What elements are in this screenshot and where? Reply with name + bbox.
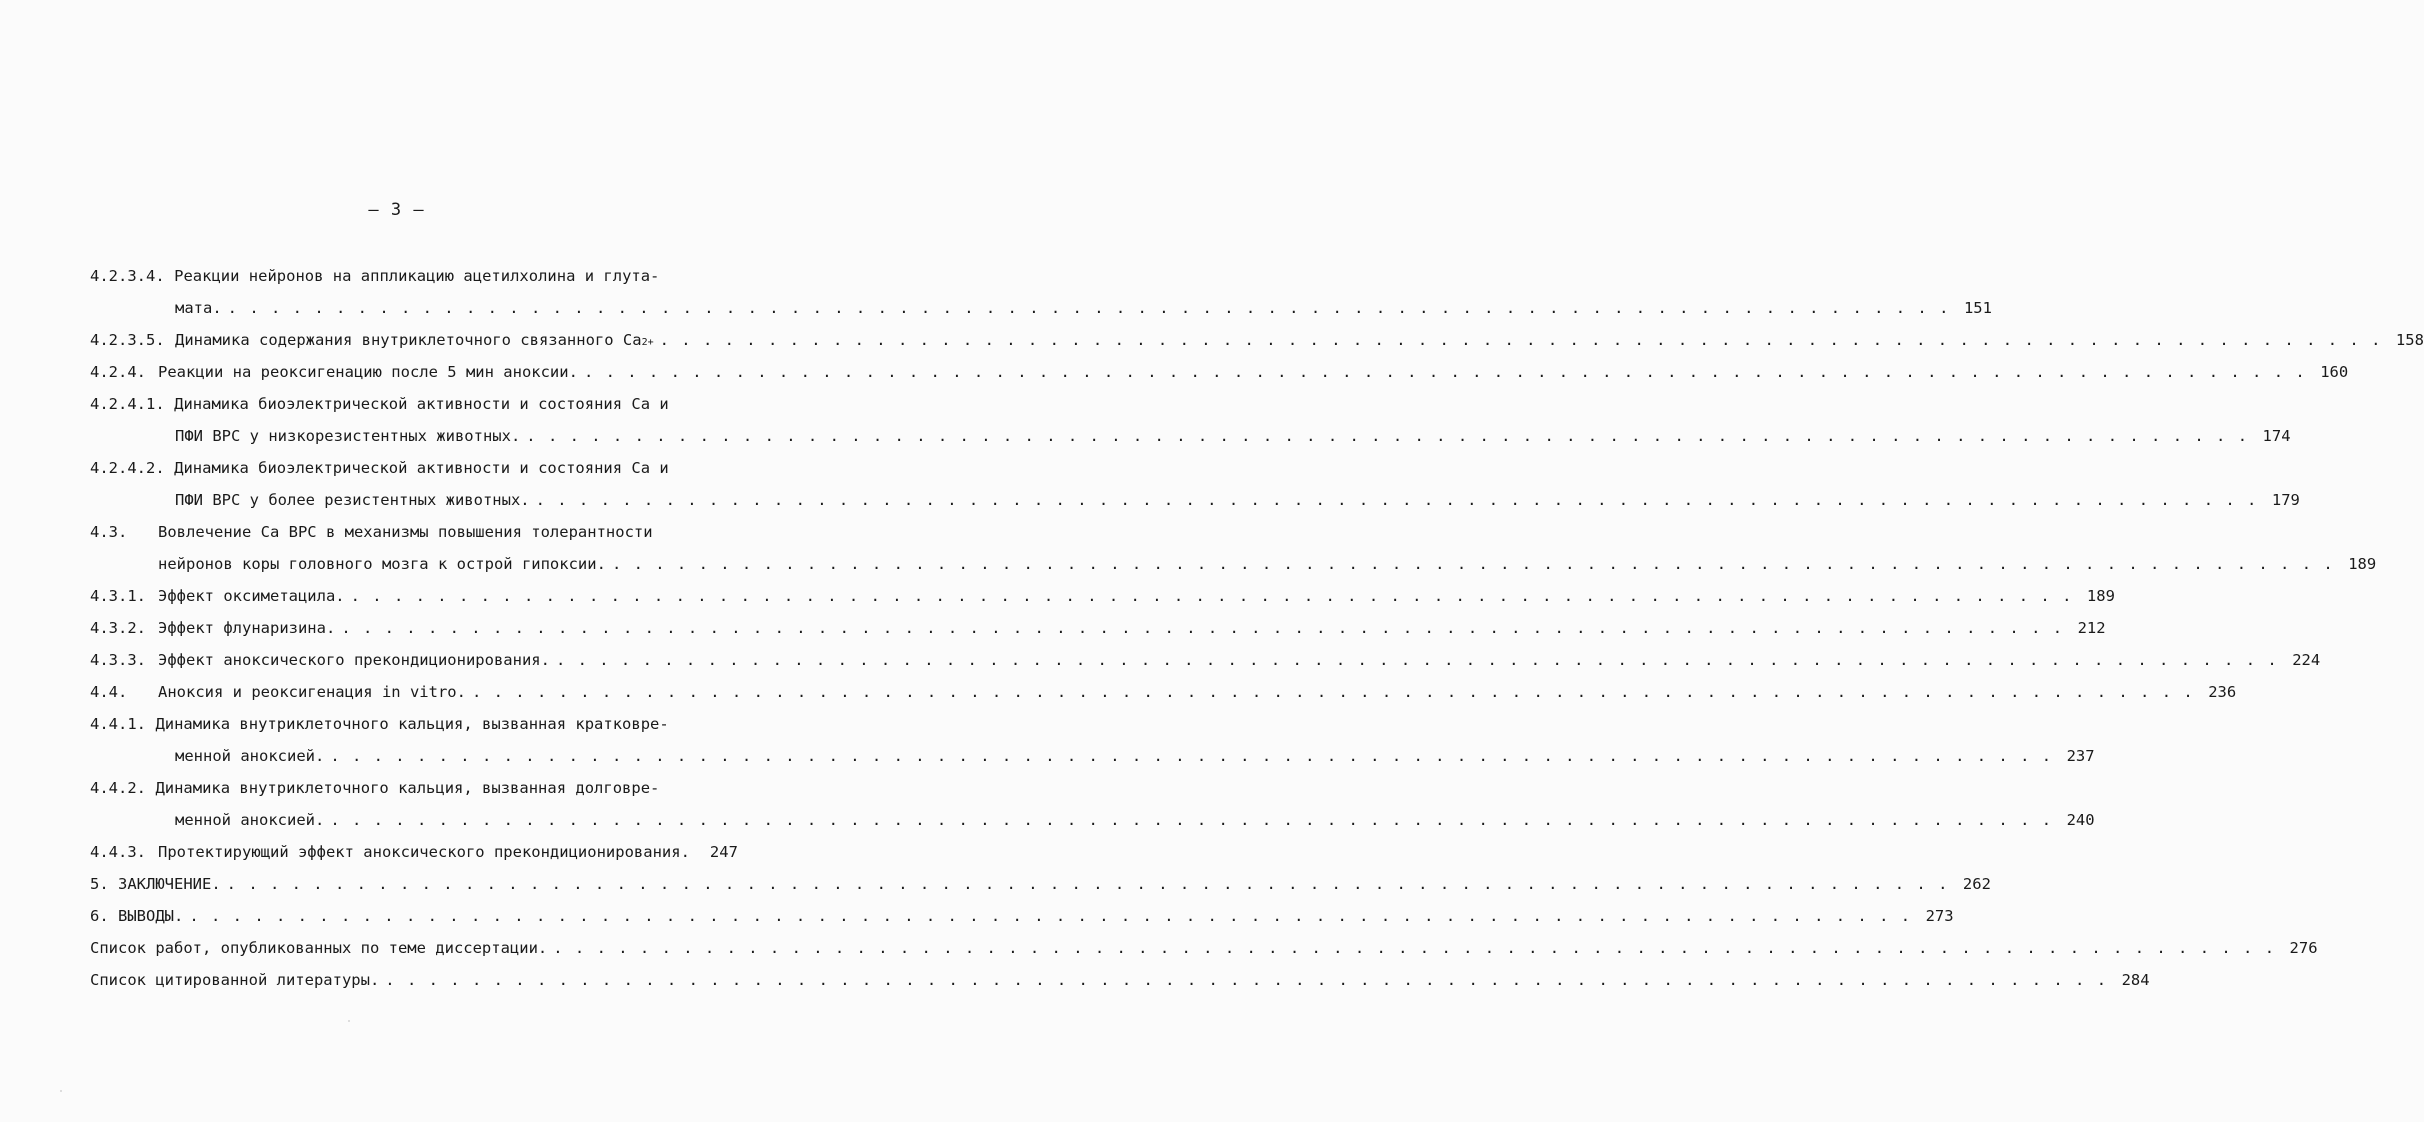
toc-entry[interactable] [90, 902, 1954, 934]
toc-entry-title: Список цитированной литературы. [90, 971, 380, 989]
toc-entry[interactable] [90, 934, 2318, 966]
dot-leader: . . . . . . . . . . . . . . . . . . . . . . . . . . . . . . . . . . . . . . . . . . . . . . . . . . . . . . . . . . . . . . . . . . . . . . . . . . . . . . . . [341, 619, 2064, 637]
toc-entry-title: Эффект оксиметацила. [158, 587, 345, 605]
toc-page-number: 189 [2348, 555, 2377, 573]
toc-entry-text: Динамика биоэлектрической активности и состояния Ca и [174, 395, 669, 413]
toc-entry-title: Список работ, опубликованных по теме диссертации. [90, 939, 548, 957]
toc-page-number: 273 [1925, 907, 1954, 925]
toc-page-number: 240 [2066, 811, 2095, 829]
toc-entry[interactable] [90, 486, 2300, 518]
toc-entry[interactable] [90, 614, 2106, 646]
toc-page-number: 212 [2077, 619, 2106, 637]
toc-page-number: 224 [2292, 651, 2321, 669]
toc-page-number: 174 [2262, 427, 2291, 445]
dot-leader: . . . . . . . . . . . . . . . . . . . . . . . . . . . . . . . . . . . . . . . . . . . . . . . . . . . . . . . . . . . . . . . . . . . . . . . . . . . . . . . . [385, 971, 2108, 989]
toc-entry-number: 4.2.3.5. [90, 331, 165, 349]
dot-leader: . . . . . . . . . . . . . . . . . . . . . . . . . . . . . . . . . . . . . . . . . . . . . . . . . . . . . . . . . . . . . . . . . . . . . . . . . . . . . . . . [471, 683, 2195, 701]
toc-entry-number: 4.4.3. [90, 843, 146, 861]
toc-entry-title: Эффект аноксического прекондиционирования. [158, 651, 550, 669]
dot-leader: . . . . . . . . . . . . . . . . . . . . . . . . . . . . . . . . . . . . . . . . . . . . . . . . . . . . . . . . . . . . . . . . . . . . . . . . . . . . . . . . [555, 651, 2279, 669]
toc-page-number: 160 [2320, 363, 2349, 381]
toc-entry-number: 4.4.2. [90, 779, 146, 797]
scan-speck [60, 1090, 62, 1092]
toc-page-number: 151 [1963, 299, 1992, 317]
toc-entry-line [90, 518, 730, 550]
toc-entry-number: 5. [90, 875, 109, 893]
dot-leader: . . . . . . . . . . . . . . . . . . . . . . . . . . . . . . . . . . . . . . . . . . . . . . . . . . . . . . . . . . . . . . . . . . . . . . . . . . . . . . . . [350, 587, 2073, 605]
toc-entry-number: 4.3. [90, 523, 128, 541]
dot-leader: . . . . . . . . . . . . . . . . . . . . . . . . . . . . . . . . . . . . . . . . . . . . . . . . . . . . . . . . . . . . . . . . . . . . . . . . . . . . . . . . [330, 747, 2053, 765]
toc-entry-number: 4.3.2. [90, 619, 146, 637]
toc-entry-line [90, 390, 730, 422]
toc-page-number: 276 [2289, 939, 2318, 957]
toc-entry[interactable] [90, 678, 2237, 710]
toc-entry-title: Протектирующий эффект аноксического прекондиционирования. [158, 843, 690, 861]
dot-leader: . . . . . . . . . . . . . . . . . . . . . . . . . . . . . . . . . . . . . . . . . . . . . . . . . . . . . . . . . . . . . . . . . . . . . . . . . . . . . . . . [611, 555, 2335, 573]
toc-entry-number: 4.2.4.1. [90, 395, 165, 413]
toc-page-number: 179 [2271, 491, 2300, 509]
toc-page-number: 189 [2086, 587, 2115, 605]
dot-leader: . . . . . . . . . . . . . . . . . . . . . . . . . . . . . . . . . . . . . . . . . . . . . . . . . . . . . . . . . . . . . . . . . . . . . . . . . . . . . . . . [553, 939, 2276, 957]
toc-entry-title: ПФИ ВРС у более резистентных животных. [175, 491, 530, 509]
toc-entry-text: Динамика внутриклеточного кальция, вызванная кратковре- [155, 715, 669, 733]
toc-page-number: 262 [1962, 875, 1991, 893]
toc-entry-title: ПФИ ВРС у низкорезистентных животных. [175, 427, 521, 445]
toc-entry[interactable] [90, 742, 2095, 774]
dot-leader: . . . . . . . . . . . . . . . . . . . . . . . . . . . . . . . . . . . . . . . . . . . . . . . . . . . . . . . . . . . . . . . . . . . . . . . . . . . . . . . . [189, 907, 1912, 925]
toc-entry-number: 6. [90, 907, 109, 925]
toc-entry[interactable] [90, 422, 2291, 454]
toc-entry[interactable] [90, 870, 1991, 902]
page-number: – 3 – [368, 200, 425, 220]
toc-entry-text: Динамика внутриклеточного кальция, вызванная долговре- [155, 779, 660, 797]
toc-page-number: 284 [2121, 971, 2150, 989]
toc-entry[interactable]: 4.2.3.5. Динамика содержания внутриклеточного связанного Ca 2+ . . . . . . . . . . . . . . . . . . . . . . . . . . . . . . . . . . . . . . . . . . . . . . . . . . . . . . . . . . . . . . . . . . . . . . . . . . . . . . . . 158 [90, 326, 730, 358]
toc-entry-line [90, 774, 730, 806]
toc-entry-title: мата. [175, 299, 222, 317]
toc-entry-title: ЗАКЛЮЧЕНИЕ. [118, 875, 221, 893]
toc-entry-number: 4.3.1. [90, 587, 146, 605]
dot-leader: . . . . . . . . . . . . . . . . . . . . . . . . . . . . . . . . . . . . . . . . . . . . . . . . . . . . . . . . . . . . . . . . . . . . . . . . . . . . . . . . [535, 491, 2258, 509]
toc-entry[interactable] [90, 966, 2150, 998]
toc-entry-title: Динамика содержания внутриклеточного связанного Ca [175, 331, 642, 349]
toc-entry-text: Динамика биоэлектрической активности и состояния Ca и [174, 459, 669, 477]
toc-entry-number: 4.2.4.2. [90, 459, 165, 477]
toc-entry[interactable] [90, 838, 738, 870]
toc-entry-number: 4.4. [90, 683, 128, 701]
toc-entry[interactable] [90, 358, 2349, 390]
toc-entry[interactable] [90, 294, 1992, 326]
toc-page-number: 158 [2395, 331, 2424, 349]
toc-entry-title: нейронов коры головного мозга к острой гипоксии. [158, 555, 606, 573]
dot-leader: . . . . . . . . . . . . . . . . . . . . . . . . . . . . . . . . . . . . . . . . . . . . . . . . . . . . . . . . . . . . . . . . . . . . . . . . . . . . . . . . [226, 875, 1949, 893]
toc-entry-title: Аноксия и реоксигенация in vitro. [158, 683, 466, 701]
dot-leader: . . . . . . . . . . . . . . . . . . . . . . . . . . . . . . . . . . . . . . . . . . . . . . . . . . . . . . . . . . . . . . . . . . . . . . . . . . . . . . . . [659, 331, 2382, 349]
toc-entry[interactable] [90, 646, 2321, 678]
toc-entry-number: 4.2.4. [90, 363, 146, 381]
toc-entry-title: ВЫВОДЫ. [118, 907, 184, 925]
toc-entry-title: менной аноксией. [175, 747, 325, 765]
toc-entry-title: менной аноксией. [175, 811, 325, 829]
toc-entry-line [90, 710, 730, 742]
dot-leader: . . . . . . . . . . . . . . . . . . . . . . . . . . . . . . . . . . . . . . . . . . . . . . . . . . . . . . . . . . . . . . . . . . . . . . . . . . . . . . . . [583, 363, 2307, 381]
dot-leader: . . . . . . . . . . . . . . . . . . . . . . . . . . . . . . . . . . . . . . . . . . . . . . . . . . . . . . . . . . . . . . . . . . . . . . . . . . . . . . . . [227, 299, 1950, 317]
table-of-contents [90, 262, 2424, 998]
toc-entry-number: 4.4.1. [90, 715, 146, 733]
toc-entry[interactable] [90, 806, 2095, 838]
toc-page-number: 236 [2208, 683, 2237, 701]
toc-entry-line [90, 454, 730, 486]
toc-entry-title: Реакции на реоксигенацию после 5 мин аноксии. [158, 363, 578, 381]
toc-entry-title: Эффект флунаризина. [158, 619, 336, 637]
toc-entry-number: 4.3.3. [90, 651, 146, 669]
scan-speck [348, 1020, 350, 1022]
toc-page-number: 247 [709, 843, 738, 861]
toc-page-number: 237 [2066, 747, 2095, 765]
dot-leader: . . . . . . . . . . . . . . . . . . . . . . . . . . . . . . . . . . . . . . . . . . . . . . . . . . . . . . . . . . . . . . . . . . . . . . . . . . . . . . . . [330, 811, 2053, 829]
toc-entry-line [90, 262, 730, 294]
toc-entry[interactable] [90, 550, 2377, 582]
toc-entry-text: Вовлечение Ca ВРС в механизмы повышения толерантности [158, 523, 653, 541]
toc-entry-number: 4.2.3.4. [90, 267, 165, 285]
toc-entry[interactable] [90, 582, 2115, 614]
dot-leader: . . . . . . . . . . . . . . . . . . . . . . . . . . . . . . . . . . . . . . . . . . . . . . . . . . . . . . . . . . . . . . . . . . . . . . . . . . . . . . . . [526, 427, 2249, 445]
toc-entry-text: Реакции нейронов на аппликацию ацетилхолина и глута- [174, 267, 660, 285]
